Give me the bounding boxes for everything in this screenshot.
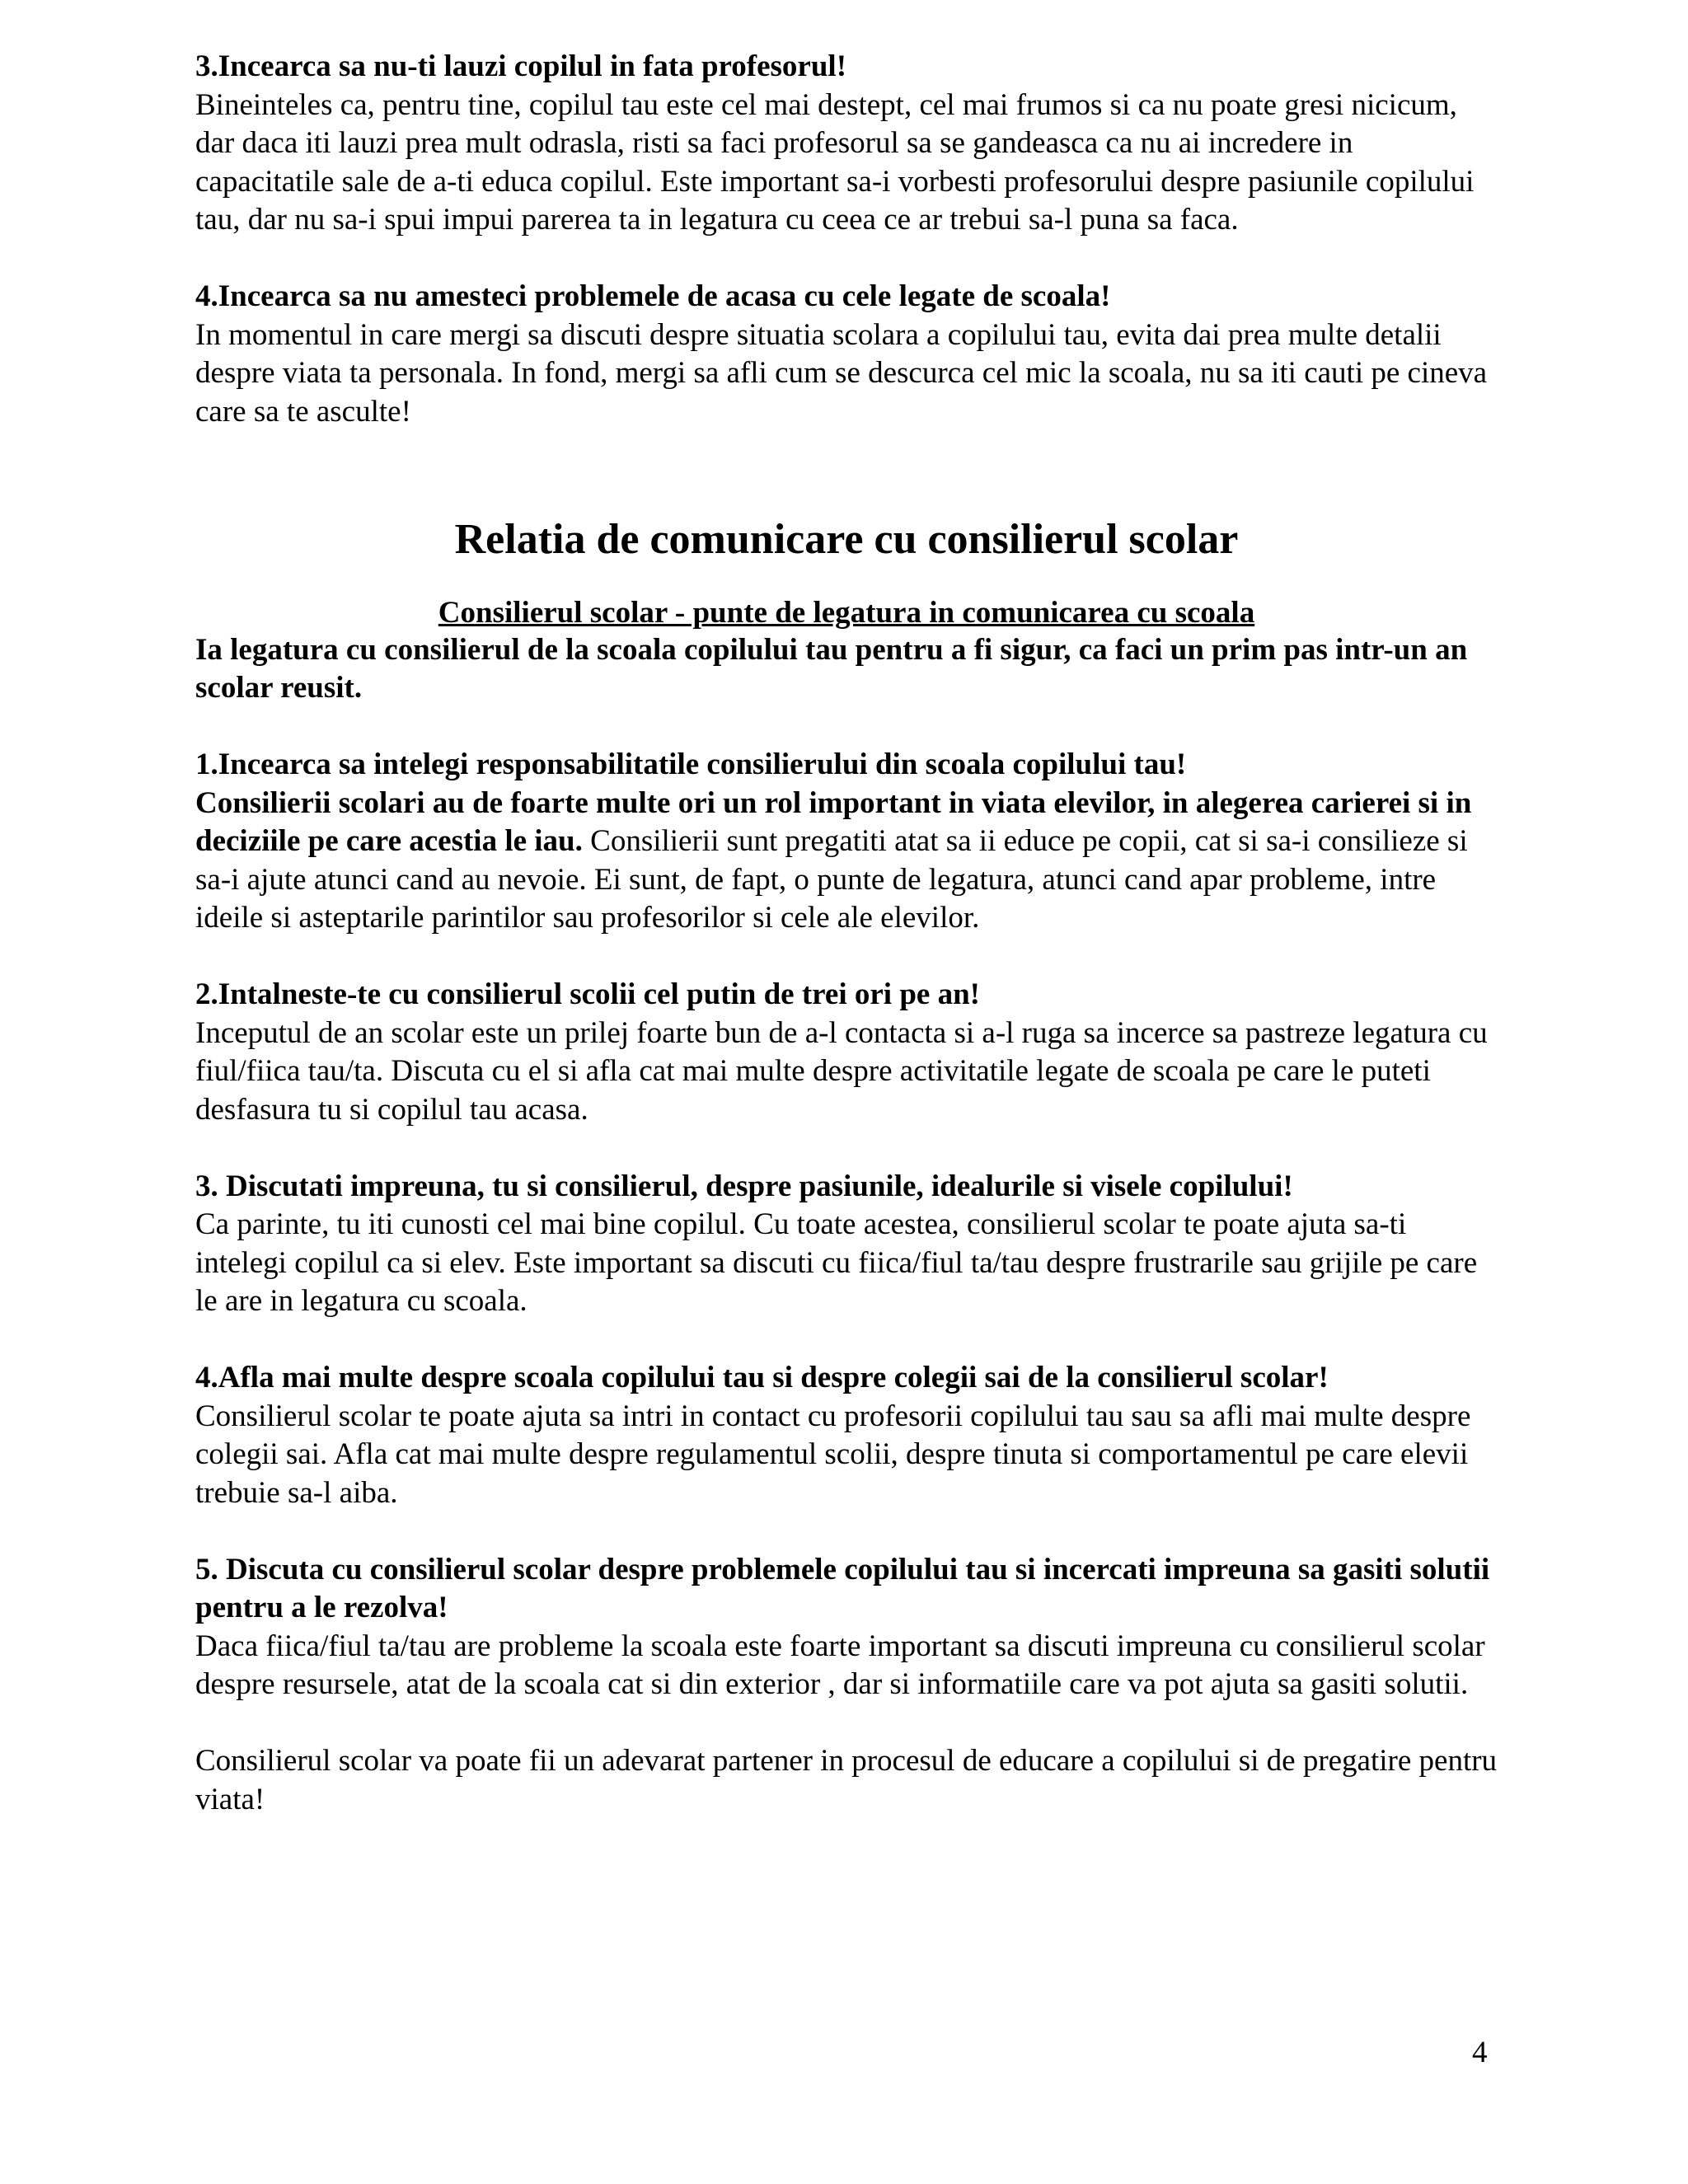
counselor-body-5: Daca fiica/fiul ta/tau are probleme la scoala este foarte important sa discuti impreuna cu consilierul scolar despre resursele, atat de la scoala cat si din exterior , dar si informatiile care va pot ajuta sa gasiti solutii. bbox=[195, 1629, 1485, 1702]
counselor-body-4: Consilierul scolar te poate ajuta sa intri in contact cu profesorii copilului tau sau sa afli mai multe despre colegii sai. Afla cat mai multe despre regulamentul scolii, despre tinuta si comportamentul pe care elevii trebuie sa-l aiba. bbox=[195, 1399, 1471, 1510]
closing-paragraph: Consilierul scolar va poate fii un adevarat partener in procesul de educare a copilului si de pregatire pentru viata! bbox=[195, 1744, 1498, 1816]
section-intro: Ia legatura cu consilierul de la scoala copilului tau pentru a fi sigur, ca faci un prim pas intr-un an scolar reusit. bbox=[195, 632, 1468, 705]
counselor-bold-lead-1: Consilierii scolari au de foarte multe ori un rol important in viata elevilor, in alegerea carierei si in deciziile pe care acestia le iau. bbox=[195, 785, 1472, 859]
counselor-heading-2: 2.Intalneste-te cu consilierul scolii cel putin de trei ori pe an! bbox=[195, 977, 980, 1012]
counselor-body-2: Inceputul de an scolar este un prilej foarte bun de a-l contacta si a-l ruga sa incerce sa pastreze legatura cu fiul/fiica tau/ta. Discuta cu el si afla cat mai multe despre activitatile legate de scoala pe care le puteti desfasura tu si copilul tau acasa. bbox=[195, 1015, 1488, 1127]
counselor-item-1 bbox=[195, 746, 1498, 938]
tip-block-4 bbox=[195, 278, 1498, 431]
counselor-body-1 bbox=[195, 785, 1498, 938]
counselor-text-1: Consilierii sunt pregatiti atat sa ii educe pe copii, cat si sa-i consilieze si sa-i ajute atunci cand au nevoie. Ei sunt, de fapt, o punte de legatura, atunci cand apar probleme, intre ideile si asteptarile parintilor sau profesorilor si cele ale elevilor. bbox=[195, 824, 1468, 935]
page-number: 4 bbox=[1472, 2036, 1488, 2069]
tip-heading-4: 4.Incearca sa nu amesteci problemele de acasa cu cele legate de scoala! bbox=[195, 279, 1111, 313]
counselor-heading-3: 3. Discutati impreuna, tu si consilierul, despre pasiunile, idealurile si visele copilului! bbox=[195, 1169, 1293, 1203]
tip-block-3 bbox=[195, 48, 1498, 240]
section-subtitle: Consilierul scolar - punte de legatura in comunicarea cu scoala bbox=[438, 595, 1255, 630]
counselor-item-3 bbox=[195, 1168, 1498, 1321]
counselor-heading-1: 1.Incearca sa intelegi responsabilitatile consilierului din scoala copilului tau! bbox=[195, 748, 1187, 782]
document-page bbox=[195, 48, 1498, 1819]
counselor-body-3: Ca parinte, tu iti cunosti cel mai bine copilul. Cu toate acestea, consilierul scolar te poate ajuta sa-ti intelegi copilul ca si elev. Este important sa discuti cu fiica/fiul ta/tau despre frustrarile sau grijile pe care le are in legatura cu scoala. bbox=[195, 1207, 1478, 1319]
tip-heading-3: 3.Incearca sa nu-ti lauzi copilul in fata profesorul! bbox=[195, 49, 847, 83]
counselor-heading-4: 4.Afla mai multe despre scoala copilului tau si despre colegii sai de la consilierul scolar! bbox=[195, 1361, 1329, 1395]
counselor-item-5 bbox=[195, 1551, 1498, 1704]
counselor-item-2 bbox=[195, 976, 1498, 1129]
tip-body-4: In momentul in care mergi sa discuti despre situatia scolara a copilului tau, evita dai prea multe detalii despre viata ta personala. In fond, mergi sa afli cum se descurca cel mic la scoala, nu sa iti cauti pe cineva care sa te asculte! bbox=[195, 317, 1488, 429]
section-title: Relatia de comunicare cu consilierul scolar bbox=[454, 516, 1239, 563]
counselor-item-4 bbox=[195, 1359, 1498, 1512]
tip-body-3: Bineinteles ca, pentru tine, copilul tau este cel mai destept, cel mai frumos si ca nu poate gresi nicicum, dar daca iti lauzi prea mult odrasla, risti sa faci profesorul sa se gandeasca ca nu ai incredere in capacitatile sale de a-ti educa copilul. Este important sa-i vorbesti profesorului despre pasiunile copilului tau, dar nu sa-i spui impui parerea ta in legatura cu ceea ce ar trebui sa-l puna sa faca. bbox=[195, 87, 1475, 237]
counselor-heading-5: 5. Discuta cu consilierul scolar despre problemele copilului tau si incercati impreuna sa gasiti solutii pentru a le rezolva! bbox=[195, 1552, 1490, 1625]
